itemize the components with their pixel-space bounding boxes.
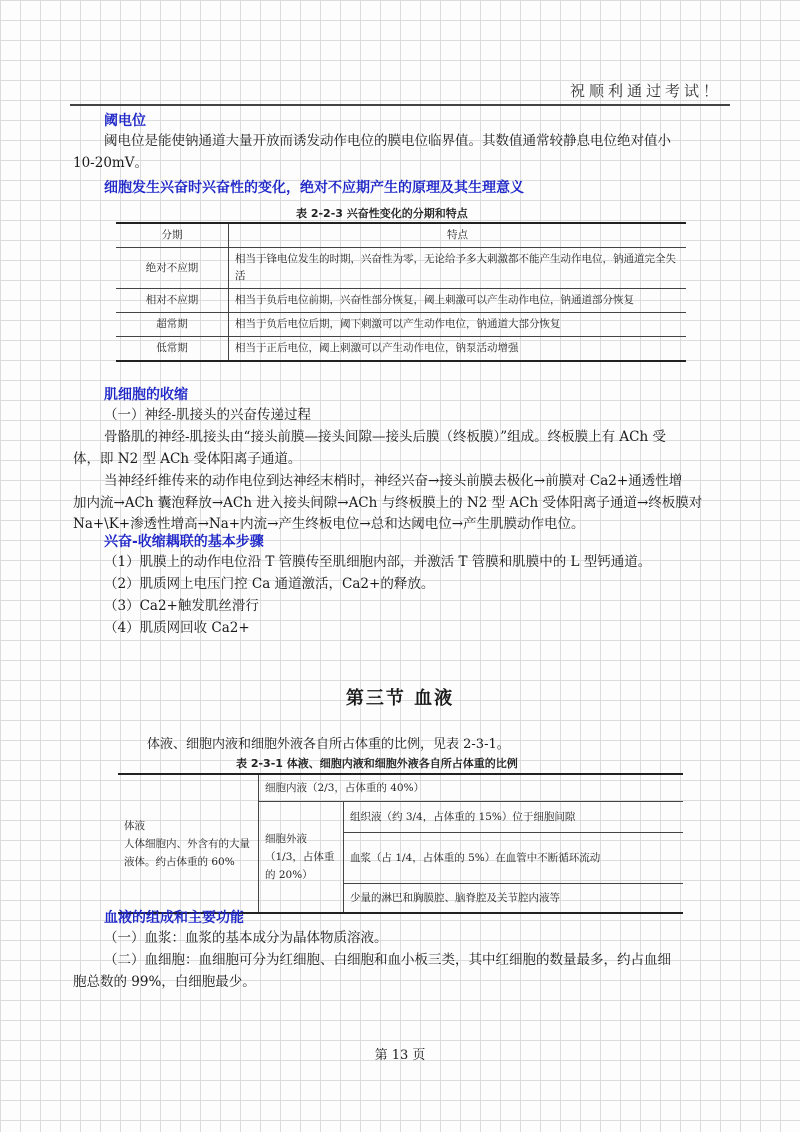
body-fluid-intro: 体液、细胞内液和细胞外液各自所占体重的比例，见表 2-3-1。 — [147, 737, 510, 752]
body-fluid-table — [118, 773, 683, 914]
tissue-fluid-cell: 组织液（约 3/4，占体重的 15%）位于细胞间隙 — [344, 802, 684, 833]
threshold-paragraph-line2: 10-20mV。 — [73, 155, 148, 171]
coupling-step: （2）肌质网上电压门控 Ca 通道激活，Ca2+的释放。 — [104, 576, 435, 592]
phase-cell: 相对不应期 — [116, 289, 229, 313]
coupling-step: （3）Ca2+触发肌丝滑行 — [104, 598, 259, 614]
body-fluid-cell: 体液 人体细胞内、外含有的大量液体。约占体重的 60% — [118, 774, 259, 913]
chapter-title: 第三节 血液 — [345, 688, 455, 709]
table-row — [116, 248, 686, 289]
muscle-p2-line3: Na+\K+渗透性增高→Na+内流→产生终板电位→总和达阈电位→产生肌膜动作电位。 — [73, 516, 585, 532]
heading-blood-composition: 血液的组成和主要功能 — [104, 910, 244, 926]
table-row — [118, 774, 683, 802]
plasma-cell: 血浆（占 1/4，占体重的 5%）在血管中不断循环流动 — [344, 833, 684, 884]
muscle-subheading-1: （一）神经-肌接头的兴奋传递过程 — [104, 407, 312, 423]
muscle-p1-line2: 体，即 N2 型 ACh 受体阳离子通道。 — [73, 451, 302, 467]
page-header-slogan: 祝顺利通过考试！ — [569, 82, 722, 100]
other-fluids-cell: 少量的淋巴和胸膜腔、脑脊腔及关节腔内液等 — [344, 884, 684, 914]
table-2-2-3-title: 表 2-2-3 兴奋性变化的分期和特点 — [296, 207, 468, 220]
intracellular-cell: 细胞内液（2/3，占体重的 40%） — [259, 774, 684, 802]
table-header-phase: 分期 — [116, 223, 229, 248]
table-2-3-1-title: 表 2-3-1 体液、细胞内液和细胞外液各自所占体重的比例 — [236, 757, 518, 770]
table-row — [116, 337, 686, 362]
muscle-p2-line2: 加内流→ACh 囊泡释放→ACh 进入接头间隙→ACh 与终板膜上的 N2 型 ACh 受体阳离子通道→终板膜对 — [73, 495, 703, 511]
feature-cell: 相当于正后电位，阈上刺激可以产生动作电位，钠泵活动增强 — [229, 337, 687, 362]
muscle-p1-line1: 骨骼肌的神经-肌接头由“接头前膜—接头间隙—接头后膜（终板膜）”组成。终板膜上有 ACh 受 — [104, 429, 666, 445]
heading-muscle-contraction: 肌细胞的收缩 — [104, 387, 188, 403]
threshold-paragraph-line1: 阈电位是能使钠通道大量开放而诱发动作电位的膜电位临界值。其数值通常较静息电位绝对值小 — [104, 133, 671, 149]
blood-p2-line2: 胞总数的 99%，白细胞最少。 — [73, 974, 256, 990]
coupling-step: （4）肌质网回收 Ca2+ — [104, 620, 250, 636]
table-row — [116, 313, 686, 337]
phase-cell: 绝对不应期 — [116, 248, 229, 289]
coupling-step: （1）肌膜上的动作电位沿 T 管膜传至肌细胞内部，并激活 T 管膜和肌膜中的 L 型钙通道。 — [104, 554, 652, 570]
blood-p1: （一）血浆：血浆的基本成分为晶体物质溶液。 — [104, 930, 388, 946]
extracellular-cell: 细胞外液 （1/3，占体重的 20%） — [259, 802, 344, 914]
feature-cell: 相当于负后电位前期，兴奋性部分恢复，阈上刺激可以产生动作电位，钠通道部分恢复 — [229, 289, 687, 313]
phase-cell: 超常期 — [116, 313, 229, 337]
table-row — [116, 289, 686, 313]
page-number: 第 13 页 — [374, 1048, 426, 1063]
table-header-feature: 特点 — [229, 223, 687, 248]
excitability-table — [116, 222, 686, 362]
header-rule — [70, 104, 730, 106]
heading-ec-coupling: 兴奋-收缩耦联的基本步骤 — [104, 534, 264, 550]
heading-threshold-potential: 阈电位 — [104, 113, 146, 129]
feature-cell: 相当于锋电位发生的时期，兴奋性为零，无论给予多大刺激都不能产生动作电位，钠通道完全失活 — [229, 248, 687, 289]
heading-excitability: 细胞发生兴奋时兴奋性的变化，绝对不应期产生的原理及其生理意义 — [104, 180, 524, 196]
table-header-row — [116, 223, 686, 248]
blood-p2-line1: （二）血细胞：血细胞可分为红细胞、白细胞和血小板三类，其中红细胞的数量最多，约占血细 — [104, 952, 671, 968]
muscle-p2-line1: 当神经纤维传来的动作电位到达神经末梢时，神经兴奋→接头前膜去极化→前膜对 Ca2+通透性增 — [104, 473, 683, 489]
phase-cell: 低常期 — [116, 337, 229, 362]
feature-cell: 相当于负后电位后期，阈下刺激可以产生动作电位，钠通道大部分恢复 — [229, 313, 687, 337]
